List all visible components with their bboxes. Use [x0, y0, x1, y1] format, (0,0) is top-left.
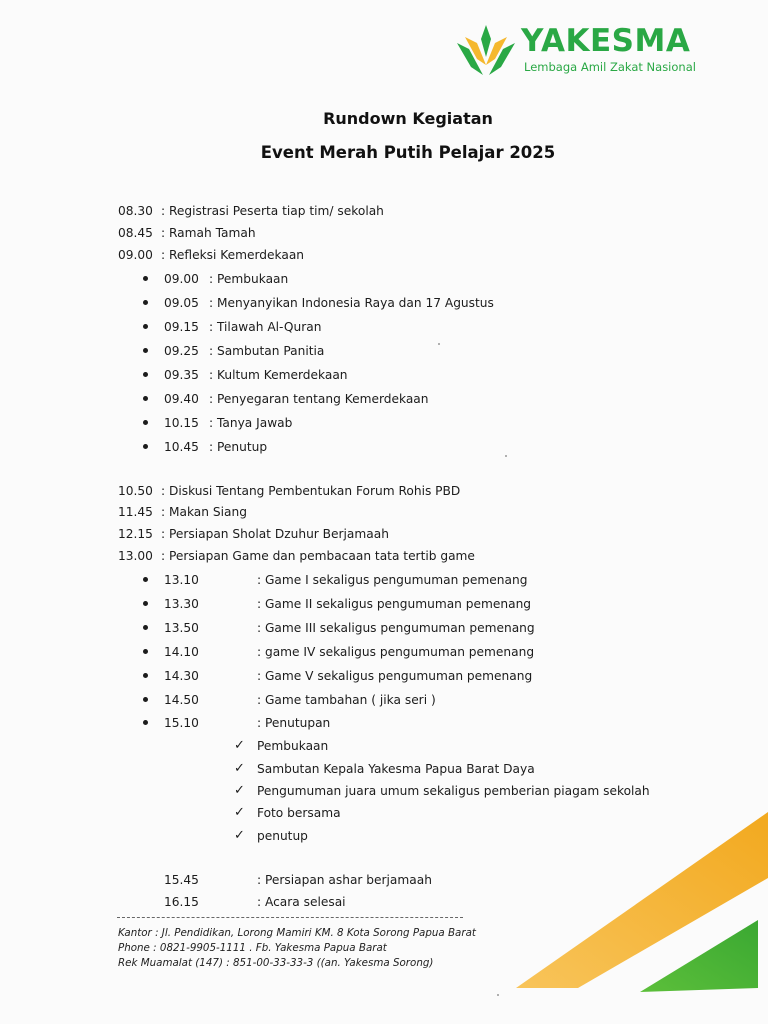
- checkmark-icon: ✓: [234, 783, 245, 798]
- schedule-desc: : Persiapan Sholat Dzuhur Berjamaah: [161, 527, 389, 541]
- schedule-desc: : Ramah Tamah: [161, 226, 256, 240]
- checklist-label: Sambutan Kepala Yakesma Papua Barat Daya: [257, 762, 535, 776]
- schedule-row: [118, 524, 518, 544]
- yakesma-logo: [455, 20, 705, 80]
- list-item: [143, 594, 543, 614]
- item-time: 14.10: [164, 645, 199, 659]
- bullet-dot-icon: [143, 444, 148, 449]
- footer-bank: Rek Muamalat (147) : 851-00-33-33-3 ((an. Yakesma Sorong): [118, 957, 434, 969]
- bullet-dot-icon: [143, 697, 148, 702]
- schedule-time: 13.00: [118, 549, 153, 563]
- checkmark-icon: ✓: [234, 805, 245, 820]
- item-desc: : Tanya Jawab: [209, 416, 293, 430]
- checkmark-icon: ✓: [234, 761, 245, 776]
- list-item: [143, 365, 543, 385]
- bullet-dot-icon: [143, 276, 148, 281]
- list-item: [143, 293, 543, 313]
- item-time: 14.50: [164, 693, 199, 707]
- item-desc: : Game I sekaligus pengumuman pemenang: [257, 573, 528, 587]
- schedule-row: [164, 870, 564, 890]
- checklist-label: Pengumuman juara umum sekaligus pemberian piagam sekolah: [257, 784, 650, 798]
- schedule-desc: : Makan Siang: [161, 505, 247, 519]
- footer-phone: Phone : 0821-9905-1111 . Fb. Yakesma Papua Barat: [118, 942, 387, 954]
- schedule-row: [118, 502, 518, 522]
- item-time: 10.45: [164, 440, 199, 454]
- schedule-row: [118, 245, 518, 265]
- schedule-row: [118, 481, 518, 501]
- list-item: [143, 437, 543, 457]
- schedule-desc: : Diskusi Tentang Pembentukan Forum Rohis PBD: [161, 484, 461, 498]
- logo-name: YAKESMA: [521, 23, 691, 59]
- checklist-item: [234, 826, 654, 846]
- list-item: [143, 618, 543, 638]
- list-item: [143, 690, 543, 710]
- item-time: 09.05: [164, 296, 199, 310]
- schedule-desc: : Persiapan ashar berjamaah: [257, 873, 432, 887]
- item-desc: : Penutup: [209, 440, 268, 454]
- bullet-dot-icon: [143, 625, 148, 630]
- document-title: Rundown Kegiatan: [323, 109, 493, 128]
- item-time: 09.25: [164, 344, 199, 358]
- schedule-row: [118, 546, 518, 566]
- schedule-time: 15.45: [164, 873, 199, 887]
- bullet-dot-icon: [143, 601, 148, 606]
- schedule-desc: : Persiapan Game dan pembacaan tata tertib game: [161, 549, 475, 563]
- item-time: 09.35: [164, 368, 199, 382]
- list-item: [143, 269, 543, 289]
- item-desc: : Game III sekaligus pengumuman pemenang: [257, 621, 535, 635]
- list-item: [143, 341, 543, 361]
- checkmark-icon: ✓: [234, 828, 245, 843]
- scan-speck: [497, 994, 499, 996]
- checklist-label: penutup: [257, 829, 308, 843]
- schedule-row: [118, 201, 518, 221]
- schedule-time: 12.15: [118, 527, 153, 541]
- item-time: 15.10: [164, 716, 199, 730]
- item-desc: : Pembukaan: [209, 272, 289, 286]
- bullet-dot-icon: [143, 649, 148, 654]
- checklist-item: [234, 781, 654, 801]
- list-item: [143, 317, 543, 337]
- checklist-item: [234, 759, 654, 779]
- schedule-desc: : Acara selesai: [257, 895, 346, 909]
- logo-tagline: Lembaga Amil Zakat Nasional: [524, 60, 696, 74]
- bullet-dot-icon: [143, 324, 148, 329]
- schedule-time: 08.45: [118, 226, 153, 240]
- item-desc: : Menyanyikan Indonesia Raya dan 17 Agustus: [209, 296, 494, 310]
- item-desc: : Penyegaran tentang Kemerdekaan: [209, 392, 429, 406]
- item-desc: : Game II sekaligus pengumuman pemenang: [257, 597, 532, 611]
- checklist-item: [234, 803, 654, 823]
- schedule-row: [118, 223, 518, 243]
- footer-address: Kantor : Jl. Pendidikan, Lorong Mamiri KM. 8 Kota Sorong Papua Barat: [118, 927, 476, 939]
- item-time: 13.50: [164, 621, 199, 635]
- schedule-time: 08.30: [118, 204, 153, 218]
- schedule-time: 16.15: [164, 895, 199, 909]
- list-item: [143, 413, 543, 433]
- item-desc: : Tilawah Al-Quran: [209, 320, 322, 334]
- bullet-dot-icon: [143, 348, 148, 353]
- item-desc: : Game V sekaligus pengumuman pemenang: [257, 669, 533, 683]
- list-item: [143, 666, 543, 686]
- item-desc: : Sambutan Panitia: [209, 344, 325, 358]
- schedule-desc: : Refleksi Kemerdekaan: [161, 248, 305, 262]
- bullet-dot-icon: [143, 420, 148, 425]
- item-desc: : Kultum Kemerdekaan: [209, 368, 348, 382]
- item-time: 09.15: [164, 320, 199, 334]
- bullet-dot-icon: [143, 673, 148, 678]
- list-item: [143, 389, 543, 409]
- item-time: 09.00: [164, 272, 199, 286]
- checklist-label: Foto bersama: [257, 806, 341, 820]
- item-time: 09.40: [164, 392, 199, 406]
- list-item: [143, 570, 543, 590]
- item-time: 13.30: [164, 597, 199, 611]
- bullet-dot-icon: [143, 720, 148, 725]
- bullet-dot-icon: [143, 577, 148, 582]
- list-item: [143, 642, 543, 662]
- scan-speck: [438, 343, 440, 345]
- scan-speck: [505, 455, 507, 457]
- item-time: 13.10: [164, 573, 199, 587]
- schedule-time: 11.45: [118, 505, 153, 519]
- schedule-time: 09.00: [118, 248, 153, 262]
- document-subtitle: Event Merah Putih Pelajar 2025: [260, 143, 556, 162]
- schedule-time: 10.50: [118, 484, 153, 498]
- item-desc: : Penutupan: [257, 716, 331, 730]
- bullet-dot-icon: [143, 372, 148, 377]
- schedule-desc: : Registrasi Peserta tiap tim/ sekolah: [161, 204, 384, 218]
- item-desc: : game IV sekaligus pengumuman pemenang: [257, 645, 535, 659]
- leaf-mark-icon: [455, 23, 517, 77]
- bullet-dot-icon: [143, 300, 148, 305]
- footer-divider: [117, 917, 463, 918]
- item-time: 10.15: [164, 416, 199, 430]
- schedule-row: [164, 892, 564, 912]
- checklist-label: Pembukaan: [257, 739, 329, 753]
- item-time: 14.30: [164, 669, 199, 683]
- bullet-dot-icon: [143, 396, 148, 401]
- item-desc: : Game tambahan ( jika seri ): [257, 693, 436, 707]
- checklist-item: [234, 736, 654, 756]
- list-item: [143, 713, 543, 733]
- checkmark-icon: ✓: [234, 738, 245, 753]
